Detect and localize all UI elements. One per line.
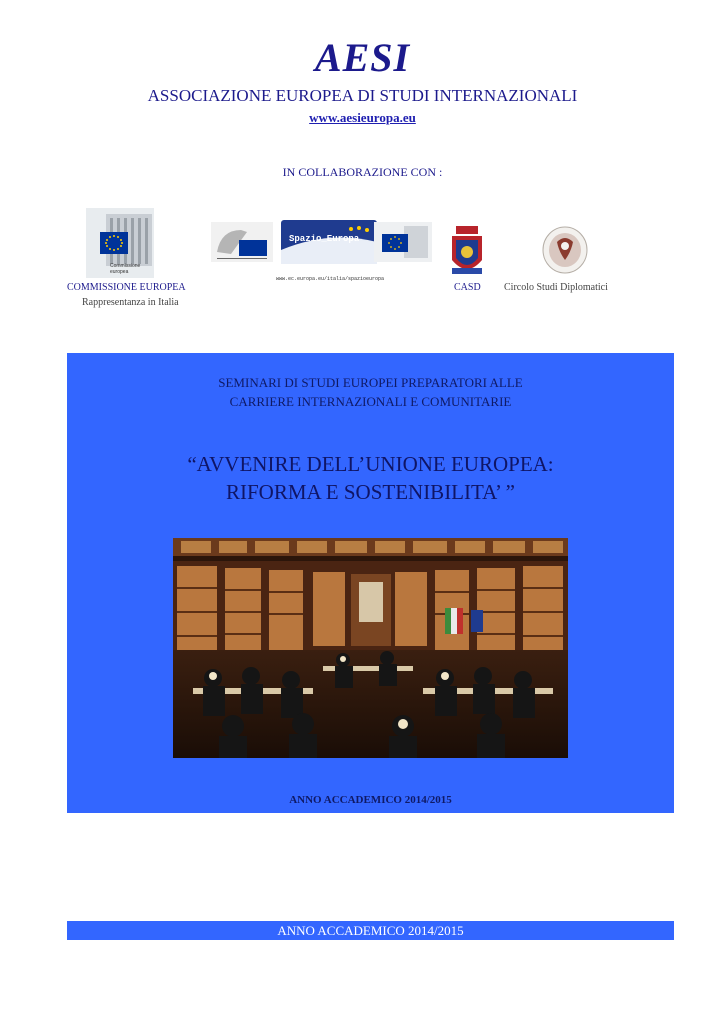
library-conference-photo [173,538,568,758]
seminar-title-line-1: “AVVENIRE DELL’UNIONE EUROPEA: [187,452,554,476]
seminar-box [67,353,674,813]
commissione-europea-subcaption: Rappresentanza in Italia [82,297,179,308]
circolo-studi-diplomatici-emblem-icon [542,226,588,274]
box-academic-year: ANNO ACCADEMICO 2014/2015 [289,794,452,806]
organization-website-link[interactable]: www.aesieuropa.eu [309,110,416,125]
eu-representation-logo [374,222,432,262]
commissione-europea-caption: COMMISSIONE EUROPEA [67,282,186,293]
commissione-logo-text: Commissione europea [110,263,141,275]
spazio-europa-logo [275,220,385,286]
spazio-europa-url: www.ec.europa.eu/italia/spazioeuropa [275,276,385,282]
parliament-logo [211,222,273,262]
commissione-europea-logo [86,208,154,278]
casd-crest-icon [448,224,486,280]
footer-academic-year-bar: ANNO ACCADEMICO 2014/2015 [67,921,674,940]
seminar-subtitle-line-1: SEMINARI DI STUDI EUROPEI PREPARATORI ALLE [218,375,523,390]
seminar-title-line-2: RIFORMA E SOSTENIBILITA’ ” [225,480,515,504]
circolo-caption: Circolo Studi Diplomatici [504,282,608,293]
spazio-europa-logo-text: Spazio_Europa [289,234,360,244]
organization-name: ASSOCIAZIONE EUROPEA DI STUDI INTERNAZIONALI [147,86,578,105]
organization-acronym: AESI [314,35,411,80]
casd-caption: CASD [454,282,481,293]
seminar-subtitle-line-2: CARRIERE INTERNAZIONALI E COMUNITARIE [229,394,512,409]
collaboration-label: IN COLLABORAZIONE CON : [282,165,443,179]
